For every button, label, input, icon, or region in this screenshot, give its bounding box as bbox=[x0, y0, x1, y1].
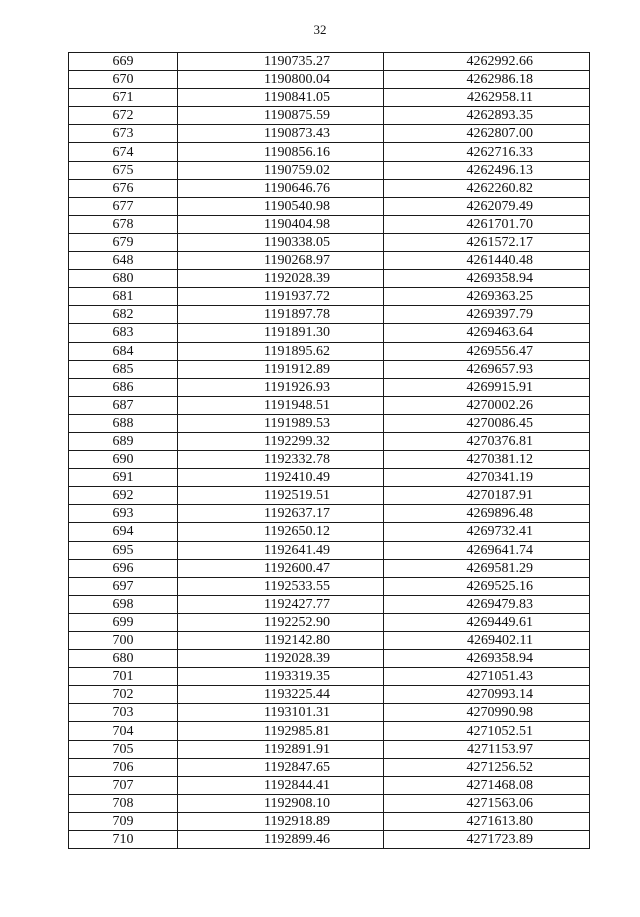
table-row bbox=[69, 89, 590, 107]
page-number: 32 bbox=[313, 22, 327, 37]
table-row bbox=[69, 378, 590, 396]
table-row bbox=[69, 432, 590, 450]
point-number-cell: 705 bbox=[69, 740, 178, 758]
x-coordinate-cell: 1190800.04 bbox=[178, 71, 384, 89]
point-number-cell: 670 bbox=[69, 71, 178, 89]
point-number-cell: 708 bbox=[69, 794, 178, 812]
x-coordinate-cell: 1190646.76 bbox=[178, 179, 384, 197]
point-number-cell: 695 bbox=[69, 541, 178, 559]
x-coordinate-cell: 1192332.78 bbox=[178, 451, 384, 469]
table-row bbox=[69, 559, 590, 577]
point-number-cell: 700 bbox=[69, 632, 178, 650]
table-row bbox=[69, 722, 590, 740]
table-row bbox=[69, 71, 590, 89]
point-number-cell: 672 bbox=[69, 107, 178, 125]
table-row bbox=[69, 233, 590, 251]
table-row bbox=[69, 215, 590, 233]
point-number-cell: 676 bbox=[69, 179, 178, 197]
table-row bbox=[69, 740, 590, 758]
x-coordinate-cell: 1192533.55 bbox=[178, 577, 384, 595]
x-coordinate-cell: 1192028.39 bbox=[178, 270, 384, 288]
table-row bbox=[69, 179, 590, 197]
x-coordinate-cell: 1192252.90 bbox=[178, 613, 384, 631]
x-coordinate-cell: 1190268.97 bbox=[178, 252, 384, 270]
point-number-cell: 680 bbox=[69, 650, 178, 668]
y-coordinate-cell: 4270990.98 bbox=[384, 704, 590, 722]
y-coordinate-cell: 4271613.80 bbox=[384, 812, 590, 830]
point-number-cell: 682 bbox=[69, 306, 178, 324]
x-coordinate-cell: 1190338.05 bbox=[178, 233, 384, 251]
point-number-cell: 686 bbox=[69, 378, 178, 396]
y-coordinate-cell: 4261440.48 bbox=[384, 252, 590, 270]
point-number-cell: 681 bbox=[69, 288, 178, 306]
y-coordinate-cell: 4269358.94 bbox=[384, 270, 590, 288]
y-coordinate-cell: 4262893.35 bbox=[384, 107, 590, 125]
y-coordinate-cell: 4269449.61 bbox=[384, 613, 590, 631]
point-number-cell: 691 bbox=[69, 469, 178, 487]
table-row bbox=[69, 487, 590, 505]
y-coordinate-cell: 4261572.17 bbox=[384, 233, 590, 251]
point-number-cell: 648 bbox=[69, 252, 178, 270]
y-coordinate-cell: 4271051.43 bbox=[384, 668, 590, 686]
table-row bbox=[69, 794, 590, 812]
point-number-cell: 674 bbox=[69, 143, 178, 161]
point-number-cell: 688 bbox=[69, 414, 178, 432]
y-coordinate-cell: 4269657.93 bbox=[384, 360, 590, 378]
y-coordinate-cell: 4262992.66 bbox=[384, 53, 590, 71]
table-row bbox=[69, 288, 590, 306]
x-coordinate-cell: 1191912.89 bbox=[178, 360, 384, 378]
y-coordinate-cell: 4270376.81 bbox=[384, 432, 590, 450]
point-number-cell: 696 bbox=[69, 559, 178, 577]
table-row bbox=[69, 125, 590, 143]
x-coordinate-cell: 1192899.46 bbox=[178, 831, 384, 849]
x-coordinate-cell: 1192650.12 bbox=[178, 523, 384, 541]
point-number-cell: 684 bbox=[69, 342, 178, 360]
y-coordinate-cell: 4270341.19 bbox=[384, 469, 590, 487]
table-row bbox=[69, 632, 590, 650]
coordinates-table bbox=[68, 52, 590, 849]
table-row bbox=[69, 342, 590, 360]
x-coordinate-cell: 1192299.32 bbox=[178, 432, 384, 450]
y-coordinate-cell: 4262716.33 bbox=[384, 143, 590, 161]
y-coordinate-cell: 4271052.51 bbox=[384, 722, 590, 740]
y-coordinate-cell: 4262260.82 bbox=[384, 179, 590, 197]
table-row bbox=[69, 161, 590, 179]
point-number-cell: 698 bbox=[69, 595, 178, 613]
y-coordinate-cell: 4269896.48 bbox=[384, 505, 590, 523]
y-coordinate-cell: 4270993.14 bbox=[384, 686, 590, 704]
point-number-cell: 677 bbox=[69, 197, 178, 215]
point-number-cell: 702 bbox=[69, 686, 178, 704]
x-coordinate-cell: 1192891.91 bbox=[178, 740, 384, 758]
y-coordinate-cell: 4269397.79 bbox=[384, 306, 590, 324]
table-row bbox=[69, 650, 590, 668]
point-number-cell: 689 bbox=[69, 432, 178, 450]
point-number-cell: 679 bbox=[69, 233, 178, 251]
table-row bbox=[69, 523, 590, 541]
point-number-cell: 709 bbox=[69, 812, 178, 830]
table-row bbox=[69, 469, 590, 487]
point-number-cell: 699 bbox=[69, 613, 178, 631]
table-row bbox=[69, 324, 590, 342]
x-coordinate-cell: 1192641.49 bbox=[178, 541, 384, 559]
y-coordinate-cell: 4262496.13 bbox=[384, 161, 590, 179]
x-coordinate-cell: 1192600.47 bbox=[178, 559, 384, 577]
y-coordinate-cell: 4270002.26 bbox=[384, 396, 590, 414]
y-coordinate-cell: 4269641.74 bbox=[384, 541, 590, 559]
x-coordinate-cell: 1192519.51 bbox=[178, 487, 384, 505]
x-coordinate-cell: 1190875.59 bbox=[178, 107, 384, 125]
table-row bbox=[69, 53, 590, 71]
point-number-cell: 710 bbox=[69, 831, 178, 849]
x-coordinate-cell: 1192028.39 bbox=[178, 650, 384, 668]
y-coordinate-cell: 4269358.94 bbox=[384, 650, 590, 668]
x-coordinate-cell: 1190856.16 bbox=[178, 143, 384, 161]
y-coordinate-cell: 4270086.45 bbox=[384, 414, 590, 432]
table-row bbox=[69, 541, 590, 559]
point-number-cell: 690 bbox=[69, 451, 178, 469]
x-coordinate-cell: 1193101.31 bbox=[178, 704, 384, 722]
point-number-cell: 669 bbox=[69, 53, 178, 71]
table-row bbox=[69, 758, 590, 776]
x-coordinate-cell: 1193319.35 bbox=[178, 668, 384, 686]
table-row bbox=[69, 812, 590, 830]
x-coordinate-cell: 1192142.80 bbox=[178, 632, 384, 650]
y-coordinate-cell: 4271468.08 bbox=[384, 776, 590, 794]
table-row bbox=[69, 668, 590, 686]
x-coordinate-cell: 1190759.02 bbox=[178, 161, 384, 179]
y-coordinate-cell: 4262986.18 bbox=[384, 71, 590, 89]
y-coordinate-cell: 4261701.70 bbox=[384, 215, 590, 233]
table-row bbox=[69, 595, 590, 613]
point-number-cell: 701 bbox=[69, 668, 178, 686]
table-row bbox=[69, 360, 590, 378]
y-coordinate-cell: 4271256.52 bbox=[384, 758, 590, 776]
table-row bbox=[69, 451, 590, 469]
point-number-cell: 685 bbox=[69, 360, 178, 378]
point-number-cell: 706 bbox=[69, 758, 178, 776]
table-row bbox=[69, 704, 590, 722]
y-coordinate-cell: 4269581.29 bbox=[384, 559, 590, 577]
x-coordinate-cell: 1191937.72 bbox=[178, 288, 384, 306]
y-coordinate-cell: 4269556.47 bbox=[384, 342, 590, 360]
x-coordinate-cell: 1192908.10 bbox=[178, 794, 384, 812]
x-coordinate-cell: 1191897.78 bbox=[178, 306, 384, 324]
point-number-cell: 704 bbox=[69, 722, 178, 740]
x-coordinate-cell: 1191891.30 bbox=[178, 324, 384, 342]
table-row bbox=[69, 686, 590, 704]
y-coordinate-cell: 4270381.12 bbox=[384, 451, 590, 469]
table-row bbox=[69, 414, 590, 432]
table-row bbox=[69, 143, 590, 161]
table-row bbox=[69, 396, 590, 414]
y-coordinate-cell: 4271563.06 bbox=[384, 794, 590, 812]
point-number-cell: 678 bbox=[69, 215, 178, 233]
point-number-cell: 687 bbox=[69, 396, 178, 414]
y-coordinate-cell: 4269479.83 bbox=[384, 595, 590, 613]
y-coordinate-cell: 4271723.89 bbox=[384, 831, 590, 849]
table-row bbox=[69, 252, 590, 270]
x-coordinate-cell: 1193225.44 bbox=[178, 686, 384, 704]
x-coordinate-cell: 1191989.53 bbox=[178, 414, 384, 432]
point-number-cell: 694 bbox=[69, 523, 178, 541]
table-row bbox=[69, 306, 590, 324]
point-number-cell: 692 bbox=[69, 487, 178, 505]
coordinates-table-body bbox=[69, 53, 590, 849]
table-row bbox=[69, 831, 590, 849]
point-number-cell: 680 bbox=[69, 270, 178, 288]
point-number-cell: 683 bbox=[69, 324, 178, 342]
point-number-cell: 671 bbox=[69, 89, 178, 107]
x-coordinate-cell: 1191895.62 bbox=[178, 342, 384, 360]
x-coordinate-cell: 1192427.77 bbox=[178, 595, 384, 613]
x-coordinate-cell: 1190404.98 bbox=[178, 215, 384, 233]
point-number-cell: 707 bbox=[69, 776, 178, 794]
table-row bbox=[69, 613, 590, 631]
point-number-cell: 693 bbox=[69, 505, 178, 523]
table-row bbox=[69, 270, 590, 288]
y-coordinate-cell: 4262807.00 bbox=[384, 125, 590, 143]
x-coordinate-cell: 1192918.89 bbox=[178, 812, 384, 830]
x-coordinate-cell: 1190873.43 bbox=[178, 125, 384, 143]
point-number-cell: 675 bbox=[69, 161, 178, 179]
x-coordinate-cell: 1192847.65 bbox=[178, 758, 384, 776]
y-coordinate-cell: 4269363.25 bbox=[384, 288, 590, 306]
table-row bbox=[69, 107, 590, 125]
y-coordinate-cell: 4262079.49 bbox=[384, 197, 590, 215]
y-coordinate-cell: 4269463.64 bbox=[384, 324, 590, 342]
table-row bbox=[69, 776, 590, 794]
y-coordinate-cell: 4262958.11 bbox=[384, 89, 590, 107]
point-number-cell: 673 bbox=[69, 125, 178, 143]
x-coordinate-cell: 1191926.93 bbox=[178, 378, 384, 396]
x-coordinate-cell: 1190735.27 bbox=[178, 53, 384, 71]
point-number-cell: 703 bbox=[69, 704, 178, 722]
point-number-cell: 697 bbox=[69, 577, 178, 595]
table-row bbox=[69, 577, 590, 595]
x-coordinate-cell: 1192985.81 bbox=[178, 722, 384, 740]
x-coordinate-cell: 1190841.05 bbox=[178, 89, 384, 107]
x-coordinate-cell: 1192410.49 bbox=[178, 469, 384, 487]
table-row bbox=[69, 197, 590, 215]
y-coordinate-cell: 4269402.11 bbox=[384, 632, 590, 650]
y-coordinate-cell: 4269915.91 bbox=[384, 378, 590, 396]
x-coordinate-cell: 1191948.51 bbox=[178, 396, 384, 414]
x-coordinate-cell: 1192637.17 bbox=[178, 505, 384, 523]
x-coordinate-cell: 1192844.41 bbox=[178, 776, 384, 794]
x-coordinate-cell: 1190540.98 bbox=[178, 197, 384, 215]
y-coordinate-cell: 4269525.16 bbox=[384, 577, 590, 595]
y-coordinate-cell: 4269732.41 bbox=[384, 523, 590, 541]
table-row bbox=[69, 505, 590, 523]
y-coordinate-cell: 4270187.91 bbox=[384, 487, 590, 505]
y-coordinate-cell: 4271153.97 bbox=[384, 740, 590, 758]
